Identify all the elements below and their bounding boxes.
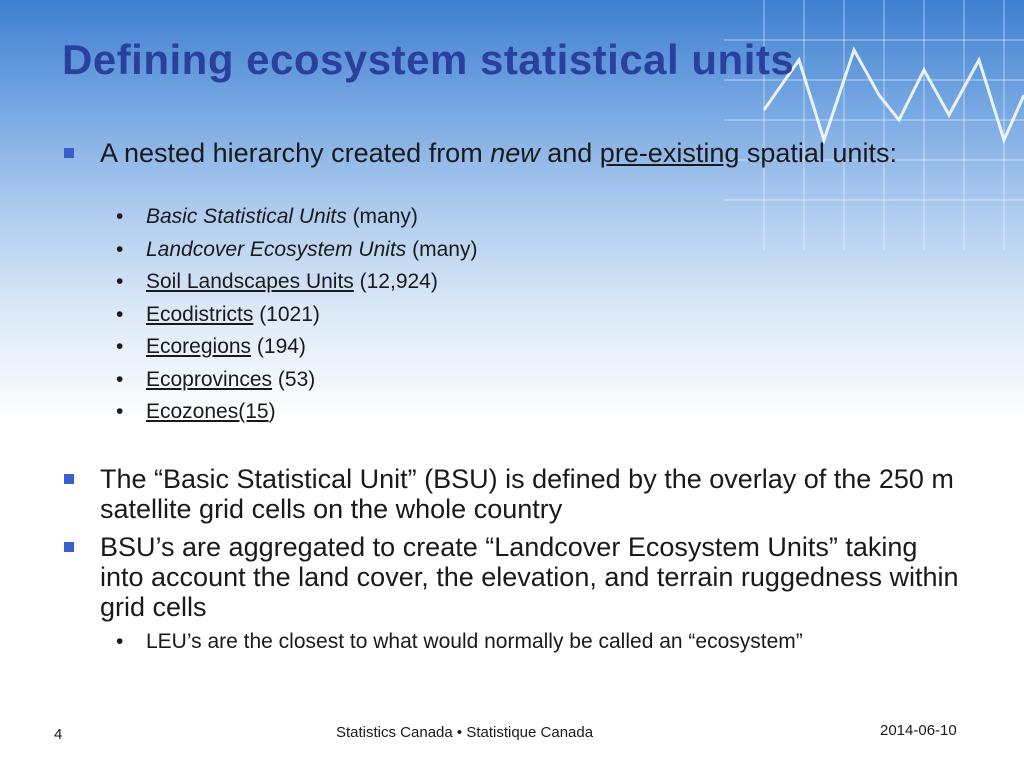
footer-organization: Statistics Canada • Statistique Canada — [336, 724, 594, 741]
unit-name: Landcover Ecosystem Units — [146, 238, 407, 261]
bullet-hierarchy-prefix: A nested hierarchy created from — [100, 138, 491, 168]
sub-bullet-ecoregions — [146, 333, 906, 360]
sub-bullet-basic-statistical-units — [146, 203, 906, 230]
unit-name: Soil Landscapes Units — [146, 270, 354, 293]
footer-date: 2014-06-10 — [880, 722, 957, 739]
sub-bullet-landcover-ecosystem-units — [146, 236, 906, 263]
page-number: 4 — [54, 726, 63, 743]
unit-name: Ecozones(15 — [146, 400, 269, 423]
unit-count: (194) — [251, 335, 306, 358]
unit-count: (1021) — [253, 303, 320, 326]
bullet-hierarchy-suffix: spatial units: — [739, 138, 897, 168]
unit-count: (many) — [406, 238, 478, 261]
sub-bullet-ecoprovinces — [146, 366, 906, 393]
unit-name: Ecodistricts — [146, 303, 254, 326]
unit-name: Basic Statistical Units — [146, 205, 347, 228]
sub-bullet-ecodistricts — [146, 301, 906, 328]
sub-bullet-ecozones — [146, 398, 906, 425]
slide-title: Defining ecosystem statistical units — [62, 36, 795, 83]
unit-name: Ecoregions — [146, 335, 252, 358]
bullet-hierarchy-and: and — [539, 138, 600, 168]
sub-bullet-soil-landscapes-units — [146, 268, 906, 295]
sub-bullet-leu-ecosystem: • LEU’s are the closest to what would normally be called an “ecosystem” — [146, 628, 846, 655]
pre-existing-underlined: pre-existing — [599, 138, 740, 168]
new-emphasis: new — [490, 138, 540, 168]
unit-name: Ecoprovinces — [146, 368, 273, 391]
bullet-bsu-aggregation: BSU’s are aggregated to create “Landcover Ecosystem Units” taking into account the land cover, the elevation, and terrain ruggedness within grid cells — [100, 532, 959, 622]
unit-count: (53) — [272, 368, 316, 391]
unit-count: (many) — [346, 205, 418, 228]
bullet-bsu-definition: The “Basic Statistical Unit” (BSU) is defined by the overlay of the 250 m satellite grid cells on the whole country — [100, 464, 960, 524]
bullet-hierarchy — [100, 138, 960, 168]
unit-count: (12,924) — [353, 270, 438, 293]
unit-count: ) — [268, 400, 276, 423]
